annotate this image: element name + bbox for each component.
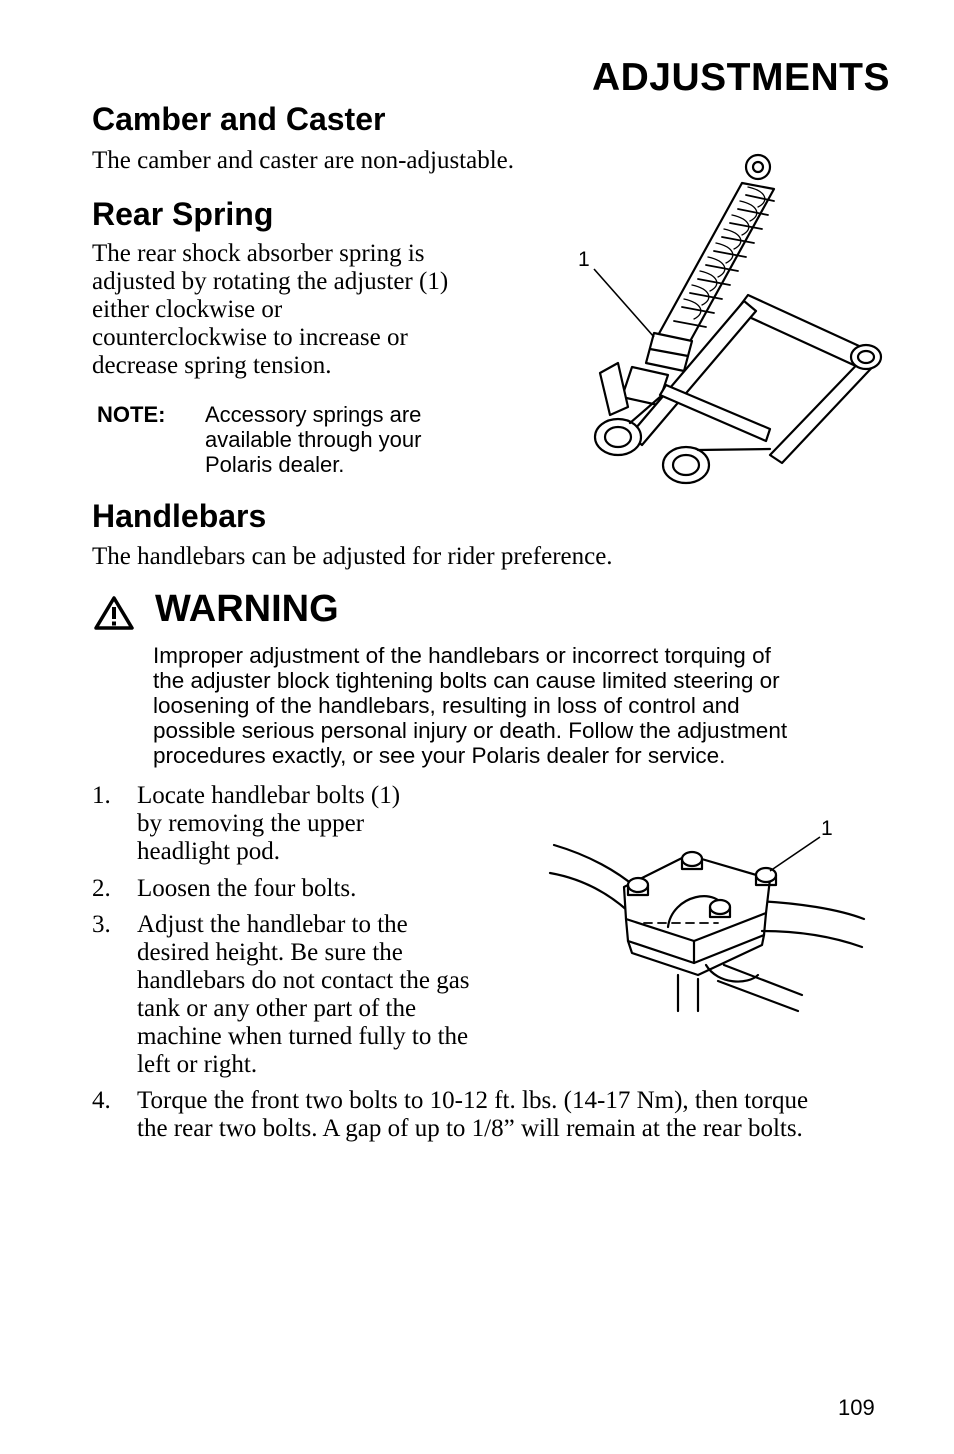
step-line: headlight pod. xyxy=(137,838,281,865)
rear-spring-paragraph xyxy=(92,240,512,380)
step-line: Locate handlebar bolts (1) xyxy=(137,782,401,809)
warning-line: loosening of the handlebars, resulting in loss of control and xyxy=(153,693,740,718)
step-line: Adjust the handlebar to the xyxy=(137,911,408,938)
step-text xyxy=(137,911,537,1079)
warning-line: possible serious personal injury or death. Follow the adjustment xyxy=(153,718,788,743)
camber-heading: Camber and Caster xyxy=(92,101,386,137)
handlebar-callout: 1 xyxy=(821,817,833,840)
rear-spring-line: The rear shock absorber spring is xyxy=(92,240,425,267)
note-line: Polaris dealer. xyxy=(205,452,345,477)
handlebars-text: The handlebars can be adjusted for rider preference. xyxy=(92,543,613,570)
step-text xyxy=(137,1087,917,1143)
note-line: available through your xyxy=(205,427,422,452)
step-text xyxy=(137,782,537,866)
handlebars-heading: Handlebars xyxy=(92,498,267,534)
note-text xyxy=(205,402,421,477)
rear-spring-line: decrease spring tension. xyxy=(92,352,332,379)
step-line: handlebars do not contact the gas xyxy=(137,967,470,994)
rear-spring-line: counterclockwise to increase or xyxy=(92,324,408,351)
warning-line: the adjuster block tightening bolts can cause limited steering or xyxy=(153,668,780,693)
step-line: tank or any other part of the xyxy=(137,995,417,1022)
step-line: machine when turned fully to the xyxy=(137,1023,469,1050)
page-number: 109 xyxy=(838,1395,875,1420)
note-label: NOTE: xyxy=(97,402,166,427)
rear-spring-heading: Rear Spring xyxy=(92,196,274,232)
step-number: 3. xyxy=(92,911,111,938)
step-line: Torque the front two bolts to 10-12 ft. lbs. (14-17 Nm), then torque xyxy=(137,1087,809,1114)
rear-shock-illustration xyxy=(570,145,900,490)
warning-text xyxy=(153,643,893,768)
page-header: ADJUSTMENTS xyxy=(591,56,890,99)
rear-spring-line: either clockwise or xyxy=(92,296,283,323)
step-line: Loosen the four bolts. xyxy=(137,875,357,902)
step-number: 2. xyxy=(92,875,111,902)
warning-line: procedures exactly, or see your Polaris dealer for service. xyxy=(153,743,726,768)
rear-spring-callout: 1 xyxy=(578,248,590,271)
rear-spring-line: adjusted by rotating the adjuster (1) xyxy=(92,268,449,295)
step-number: 4. xyxy=(92,1087,111,1114)
step-number: 1. xyxy=(92,782,111,809)
warning-triangle-icon xyxy=(94,596,134,630)
warning-title: WARNING xyxy=(155,588,339,630)
warning-line: Improper adjustment of the handlebars or incorrect torquing of xyxy=(153,643,771,668)
camber-text: The camber and caster are non-adjustable. xyxy=(92,147,515,174)
note-line: Accessory springs are xyxy=(205,402,422,427)
step-line: by removing the upper xyxy=(137,810,365,837)
handlebar-clamp-illustration xyxy=(548,815,873,1020)
step-line: the rear two bolts. A gap of up to 1/8” will remain at the rear bolts. xyxy=(137,1115,803,1142)
step-line: desired height. Be sure the xyxy=(137,939,403,966)
step-text xyxy=(137,875,537,903)
step-line: left or right. xyxy=(137,1051,258,1078)
